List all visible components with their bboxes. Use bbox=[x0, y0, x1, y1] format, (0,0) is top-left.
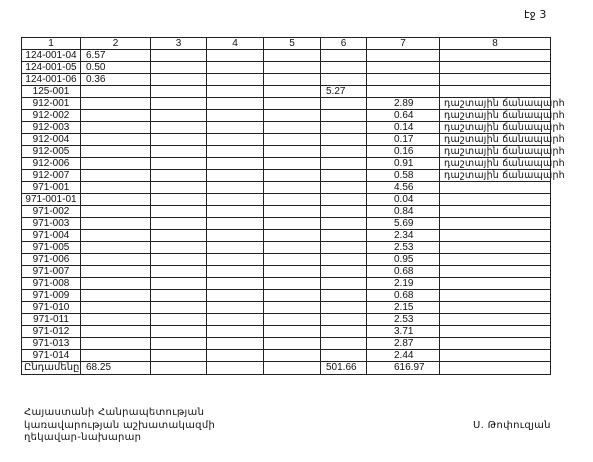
table-cell-col-8 bbox=[440, 194, 551, 206]
table-cell-col-7: 5.69 bbox=[367, 218, 440, 230]
table-cell-col-5 bbox=[264, 194, 321, 206]
total-cell-col-3 bbox=[151, 362, 207, 375]
table-cell-col-4 bbox=[207, 182, 264, 194]
table-cell-col-2 bbox=[81, 146, 151, 158]
table-cell-col-6 bbox=[321, 110, 367, 122]
table-cell-col-6 bbox=[321, 302, 367, 314]
table-cell-col-6: 5.27 bbox=[321, 86, 367, 98]
table-cell-col-1: 912-005 bbox=[22, 146, 81, 158]
land-parcel-table bbox=[21, 37, 565, 375]
table-cell-col-1: 124-001-05 bbox=[22, 62, 81, 74]
table-cell-col-6 bbox=[321, 182, 367, 194]
table-cell-col-5 bbox=[264, 266, 321, 278]
table-row bbox=[22, 242, 551, 254]
table-cell-col-4 bbox=[207, 110, 264, 122]
table-cell-col-8: դաշտային ճանապարհ bbox=[440, 110, 551, 122]
table-cell-col-2 bbox=[81, 86, 151, 98]
table-cell-col-8 bbox=[440, 290, 551, 302]
table-cell-col-7: 0.14 bbox=[367, 122, 440, 134]
column-header-2: 2 bbox=[81, 38, 151, 50]
total-cell-col-5 bbox=[264, 362, 321, 375]
table-row bbox=[22, 350, 551, 362]
table-cell-col-1: 912-002 bbox=[22, 110, 81, 122]
table-cell-col-6 bbox=[321, 170, 367, 182]
table-cell-col-4 bbox=[207, 122, 264, 134]
table-cell-col-3 bbox=[151, 254, 207, 266]
table-cell-col-7: 2.89 bbox=[367, 98, 440, 110]
table-cell-col-1: 971-011 bbox=[22, 314, 81, 326]
table-cell-col-3 bbox=[151, 314, 207, 326]
table-cell-col-6 bbox=[321, 350, 367, 362]
table-cell-col-2 bbox=[81, 350, 151, 362]
signatory-name: Ս. Թոփուզյան bbox=[473, 420, 551, 431]
table-cell-col-7: 0.17 bbox=[367, 134, 440, 146]
table-cell-col-2: 6.57 bbox=[81, 50, 151, 62]
table-row bbox=[22, 158, 551, 170]
table-cell-col-8: դաշտային ճանապարհ bbox=[440, 98, 551, 110]
table-row bbox=[22, 254, 551, 266]
table-cell-col-5 bbox=[264, 158, 321, 170]
table-cell-col-7: 4.56 bbox=[367, 182, 440, 194]
column-header-3: 3 bbox=[151, 38, 207, 50]
table-cell-col-8 bbox=[440, 230, 551, 242]
table-cell-col-7: 2.34 bbox=[367, 230, 440, 242]
table-cell-col-3 bbox=[151, 206, 207, 218]
table-cell-col-7: 0.95 bbox=[367, 254, 440, 266]
table-cell-col-6 bbox=[321, 74, 367, 86]
table-row bbox=[22, 182, 551, 194]
table-cell-col-5 bbox=[264, 242, 321, 254]
table-cell-col-8 bbox=[440, 326, 551, 338]
table-cell-col-8 bbox=[440, 278, 551, 290]
table-cell-col-4 bbox=[207, 98, 264, 110]
table-cell-col-8 bbox=[440, 50, 551, 62]
table-cell-col-2 bbox=[81, 326, 151, 338]
table-cell-col-3 bbox=[151, 350, 207, 362]
page-number: էջ 3 bbox=[524, 8, 547, 21]
table-cell-col-5 bbox=[264, 62, 321, 74]
table-cell-col-1: 971-008 bbox=[22, 278, 81, 290]
table-cell-col-1: 971-014 bbox=[22, 350, 81, 362]
table-row bbox=[22, 122, 551, 134]
table-cell-col-7: 0.84 bbox=[367, 206, 440, 218]
table-cell-col-1: 971-003 bbox=[22, 218, 81, 230]
table-cell-col-4 bbox=[207, 194, 264, 206]
table-cell-col-7: 0.58 bbox=[367, 170, 440, 182]
table-cell-col-8 bbox=[440, 74, 551, 86]
table-cell-col-8 bbox=[440, 242, 551, 254]
table-cell-col-3 bbox=[151, 122, 207, 134]
table-cell-col-2 bbox=[81, 134, 151, 146]
table-cell-col-6 bbox=[321, 218, 367, 230]
signatory-title bbox=[24, 407, 215, 445]
table-cell-col-1: 971-006 bbox=[22, 254, 81, 266]
table-cell-col-6 bbox=[321, 122, 367, 134]
table-cell-col-8 bbox=[440, 350, 551, 362]
table-row bbox=[22, 146, 551, 158]
column-header-5: 5 bbox=[264, 38, 321, 50]
table-cell-col-5 bbox=[264, 254, 321, 266]
table-cell-col-3 bbox=[151, 266, 207, 278]
table-cell-col-2: 0.50 bbox=[81, 62, 151, 74]
table-cell-col-6 bbox=[321, 338, 367, 350]
table-cell-col-7: 2.53 bbox=[367, 314, 440, 326]
table-row bbox=[22, 230, 551, 242]
table-cell-col-8 bbox=[440, 218, 551, 230]
table-cell-col-6 bbox=[321, 134, 367, 146]
table-cell-col-7: 0.16 bbox=[367, 146, 440, 158]
table-cell-col-2 bbox=[81, 314, 151, 326]
table-row bbox=[22, 290, 551, 302]
table-row bbox=[22, 170, 551, 182]
table-cell-col-3 bbox=[151, 86, 207, 98]
table-cell-col-4 bbox=[207, 350, 264, 362]
table-cell-col-4 bbox=[207, 290, 264, 302]
table-cell-col-8 bbox=[440, 302, 551, 314]
table-cell-col-1: 971-007 bbox=[22, 266, 81, 278]
total-cell-col-2: 68.25 bbox=[81, 362, 151, 375]
table-cell-col-1: 912-001 bbox=[22, 98, 81, 110]
table-cell-col-2: 0.36 bbox=[81, 74, 151, 86]
table-cell-col-5 bbox=[264, 302, 321, 314]
table-cell-col-2 bbox=[81, 110, 151, 122]
table-cell-col-5 bbox=[264, 350, 321, 362]
table-cell-col-5 bbox=[264, 122, 321, 134]
table-cell-col-4 bbox=[207, 278, 264, 290]
table-cell-col-2 bbox=[81, 290, 151, 302]
table-cell-col-8: դաշտային ճանապարհ bbox=[440, 134, 551, 146]
table-cell-col-5 bbox=[264, 218, 321, 230]
table-cell-col-5 bbox=[264, 74, 321, 86]
table-cell-col-6 bbox=[321, 62, 367, 74]
table-cell-col-1: 971-013 bbox=[22, 338, 81, 350]
table-cell-col-4 bbox=[207, 146, 264, 158]
table-cell-col-3 bbox=[151, 278, 207, 290]
table-cell-col-7 bbox=[367, 62, 440, 74]
table-row bbox=[22, 338, 551, 350]
table-cell-col-8 bbox=[440, 254, 551, 266]
table-cell-col-4 bbox=[207, 254, 264, 266]
table-row bbox=[22, 134, 551, 146]
table-cell-col-7: 0.64 bbox=[367, 110, 440, 122]
column-header-7: 7 bbox=[367, 38, 440, 50]
table-cell-col-6 bbox=[321, 146, 367, 158]
table-cell-col-1: 912-003 bbox=[22, 122, 81, 134]
table-cell-col-8 bbox=[440, 266, 551, 278]
table-row bbox=[22, 194, 551, 206]
table-cell-col-2 bbox=[81, 98, 151, 110]
table-cell-col-2 bbox=[81, 182, 151, 194]
table-cell-col-5 bbox=[264, 110, 321, 122]
table-cell-col-8 bbox=[440, 206, 551, 218]
table-cell-col-5 bbox=[264, 206, 321, 218]
table-cell-col-6 bbox=[321, 50, 367, 62]
signatory-title-line-2: կառավարության աշխատակազմի bbox=[24, 419, 216, 431]
table-cell-col-7: 2.19 bbox=[367, 278, 440, 290]
table-row bbox=[22, 326, 551, 338]
table-cell-col-4 bbox=[207, 326, 264, 338]
table-cell-col-3 bbox=[151, 290, 207, 302]
table-cell-col-3 bbox=[151, 302, 207, 314]
table-cell-col-7 bbox=[367, 50, 440, 62]
table-cell-col-2 bbox=[81, 206, 151, 218]
table-cell-col-1: 125-001 bbox=[22, 86, 81, 98]
table-header-row bbox=[22, 38, 551, 50]
table-cell-col-5 bbox=[264, 134, 321, 146]
table-cell-col-6 bbox=[321, 314, 367, 326]
table-cell-col-3 bbox=[151, 338, 207, 350]
table-cell-col-2 bbox=[81, 230, 151, 242]
table-cell-col-3 bbox=[151, 98, 207, 110]
table-cell-col-8 bbox=[440, 338, 551, 350]
column-header-1: 1 bbox=[22, 38, 81, 50]
table-cell-col-7: 3.71 bbox=[367, 326, 440, 338]
table-cell-col-5 bbox=[264, 170, 321, 182]
table-cell-col-6 bbox=[321, 242, 367, 254]
table-cell-col-7: 0.68 bbox=[367, 266, 440, 278]
table-cell-col-3 bbox=[151, 218, 207, 230]
table-cell-col-1: 971-009 bbox=[22, 290, 81, 302]
table-cell-col-6 bbox=[321, 290, 367, 302]
table-cell-col-7 bbox=[367, 74, 440, 86]
table-cell-col-2 bbox=[81, 218, 151, 230]
column-header-8: 8 bbox=[440, 38, 551, 50]
table-cell-col-6 bbox=[321, 194, 367, 206]
table-cell-col-2 bbox=[81, 254, 151, 266]
table-cell-col-3 bbox=[151, 242, 207, 254]
table-row bbox=[22, 74, 551, 86]
table-cell-col-1: 971-002 bbox=[22, 206, 81, 218]
total-cell-col-7: 616.97 bbox=[367, 362, 440, 375]
table-cell-col-1: 971-001 bbox=[22, 182, 81, 194]
table-cell-col-7: 0.91 bbox=[367, 158, 440, 170]
table-cell-col-1: 124-001-06 bbox=[22, 74, 81, 86]
table-cell-col-5 bbox=[264, 278, 321, 290]
table-cell-col-6 bbox=[321, 254, 367, 266]
table-row bbox=[22, 50, 551, 62]
table-cell-col-2 bbox=[81, 170, 151, 182]
table-cell-col-1: 971-012 bbox=[22, 326, 81, 338]
table-cell-col-3 bbox=[151, 194, 207, 206]
table-cell-col-2 bbox=[81, 266, 151, 278]
table-cell-col-8 bbox=[440, 86, 551, 98]
table-cell-col-4 bbox=[207, 302, 264, 314]
table-total-row bbox=[22, 362, 551, 375]
table-cell-col-2 bbox=[81, 242, 151, 254]
table-row bbox=[22, 266, 551, 278]
table-cell-col-4 bbox=[207, 314, 264, 326]
table-cell-col-1: 912-007 bbox=[22, 170, 81, 182]
table-cell-col-4 bbox=[207, 50, 264, 62]
table-cell-col-7: 2.15 bbox=[367, 302, 440, 314]
table-cell-col-4 bbox=[207, 230, 264, 242]
table-cell-col-3 bbox=[151, 110, 207, 122]
table-cell-col-3 bbox=[151, 326, 207, 338]
table-cell-col-5 bbox=[264, 230, 321, 242]
table-cell-col-5 bbox=[264, 182, 321, 194]
table-cell-col-7: 2.53 bbox=[367, 242, 440, 254]
table-row bbox=[22, 302, 551, 314]
table-cell-col-4 bbox=[207, 266, 264, 278]
table-cell-col-3 bbox=[151, 134, 207, 146]
table-cell-col-3 bbox=[151, 50, 207, 62]
table-cell-col-6 bbox=[321, 98, 367, 110]
table-cell-col-4 bbox=[207, 338, 264, 350]
table-cell-col-7: 2.87 bbox=[367, 338, 440, 350]
table-cell-col-2 bbox=[81, 194, 151, 206]
table-cell-col-1: 912-006 bbox=[22, 158, 81, 170]
table-cell-col-3 bbox=[151, 74, 207, 86]
table-cell-col-7: 2.44 bbox=[367, 350, 440, 362]
table-cell-col-4 bbox=[207, 218, 264, 230]
table-cell-col-8 bbox=[440, 182, 551, 194]
total-cell-col-4 bbox=[207, 362, 264, 375]
table-cell-col-1: 912-004 bbox=[22, 134, 81, 146]
table-cell-col-7: 0.04 bbox=[367, 194, 440, 206]
table-cell-col-2 bbox=[81, 158, 151, 170]
table-cell-col-7: 0.68 bbox=[367, 290, 440, 302]
table-cell-col-3 bbox=[151, 158, 207, 170]
table-cell-col-4 bbox=[207, 86, 264, 98]
table-cell-col-3 bbox=[151, 146, 207, 158]
table-cell-col-3 bbox=[151, 182, 207, 194]
table-cell-col-5 bbox=[264, 326, 321, 338]
table-cell-col-8: դաշտային ճանապարհ bbox=[440, 122, 551, 134]
table-cell-col-2 bbox=[81, 338, 151, 350]
table-cell-col-5 bbox=[264, 290, 321, 302]
table-cell-col-5 bbox=[264, 50, 321, 62]
table-cell-col-8: դաշտային ճանապարհ bbox=[440, 146, 551, 158]
table-cell-col-6 bbox=[321, 158, 367, 170]
table-cell-col-6 bbox=[321, 266, 367, 278]
table-cell-col-1: 971-004 bbox=[22, 230, 81, 242]
column-header-6: 6 bbox=[321, 38, 367, 50]
table-cell-col-1: 124-001-04 bbox=[22, 50, 81, 62]
signatory-title-line-1: Հայաստանի Հանրապետության bbox=[24, 407, 205, 418]
table-cell-col-2 bbox=[81, 302, 151, 314]
table-cell-col-6 bbox=[321, 326, 367, 338]
table-cell-col-4 bbox=[207, 170, 264, 182]
table-cell-col-4 bbox=[207, 206, 264, 218]
table-body bbox=[22, 49, 565, 375]
table-cell-col-8: դաշտային ճանապարհ bbox=[440, 158, 551, 170]
table-cell-col-8 bbox=[440, 62, 551, 74]
table-cell-col-5 bbox=[264, 146, 321, 158]
table-row bbox=[22, 206, 551, 218]
table-cell-col-3 bbox=[151, 62, 207, 74]
table-cell-col-5 bbox=[264, 86, 321, 98]
table-cell-col-1: 971-005 bbox=[22, 242, 81, 254]
table-cell-col-4 bbox=[207, 242, 264, 254]
table-cell-col-8 bbox=[440, 314, 551, 326]
table-cell-col-2 bbox=[81, 122, 151, 134]
total-cell-col-8 bbox=[440, 362, 551, 375]
table-cell-col-2 bbox=[81, 278, 151, 290]
table-cell-col-5 bbox=[264, 338, 321, 350]
table-cell-col-4 bbox=[207, 158, 264, 170]
table-row bbox=[22, 86, 551, 98]
total-cell-col-1: Ընդամենը bbox=[22, 362, 81, 375]
table-row bbox=[22, 218, 551, 230]
table-row bbox=[22, 98, 551, 110]
table-row bbox=[22, 62, 551, 74]
table-cell-col-7 bbox=[367, 86, 440, 98]
table-cell-col-6 bbox=[321, 230, 367, 242]
table-cell-col-6 bbox=[321, 206, 367, 218]
table-cell-col-4 bbox=[207, 62, 264, 74]
table-cell-col-6 bbox=[321, 278, 367, 290]
column-header-4: 4 bbox=[207, 38, 264, 50]
table-row bbox=[22, 110, 551, 122]
table-cell-col-5 bbox=[264, 314, 321, 326]
signatory-title-line-3: ղեկավար-նախարար bbox=[24, 432, 142, 443]
table-row bbox=[22, 278, 551, 290]
table-cell-col-1: 971-010 bbox=[22, 302, 81, 314]
table-cell-col-4 bbox=[207, 74, 264, 86]
table-cell-col-3 bbox=[151, 170, 207, 182]
table-cell-col-1: 971-001-01 bbox=[22, 194, 81, 206]
table-row bbox=[22, 314, 551, 326]
table-cell-col-4 bbox=[207, 134, 264, 146]
total-cell-col-6: 501.66 bbox=[321, 362, 367, 375]
table-cell-col-5 bbox=[264, 98, 321, 110]
table-cell-col-8: դաշտային ճանապարհ bbox=[440, 170, 551, 182]
table-cell-col-3 bbox=[151, 230, 207, 242]
